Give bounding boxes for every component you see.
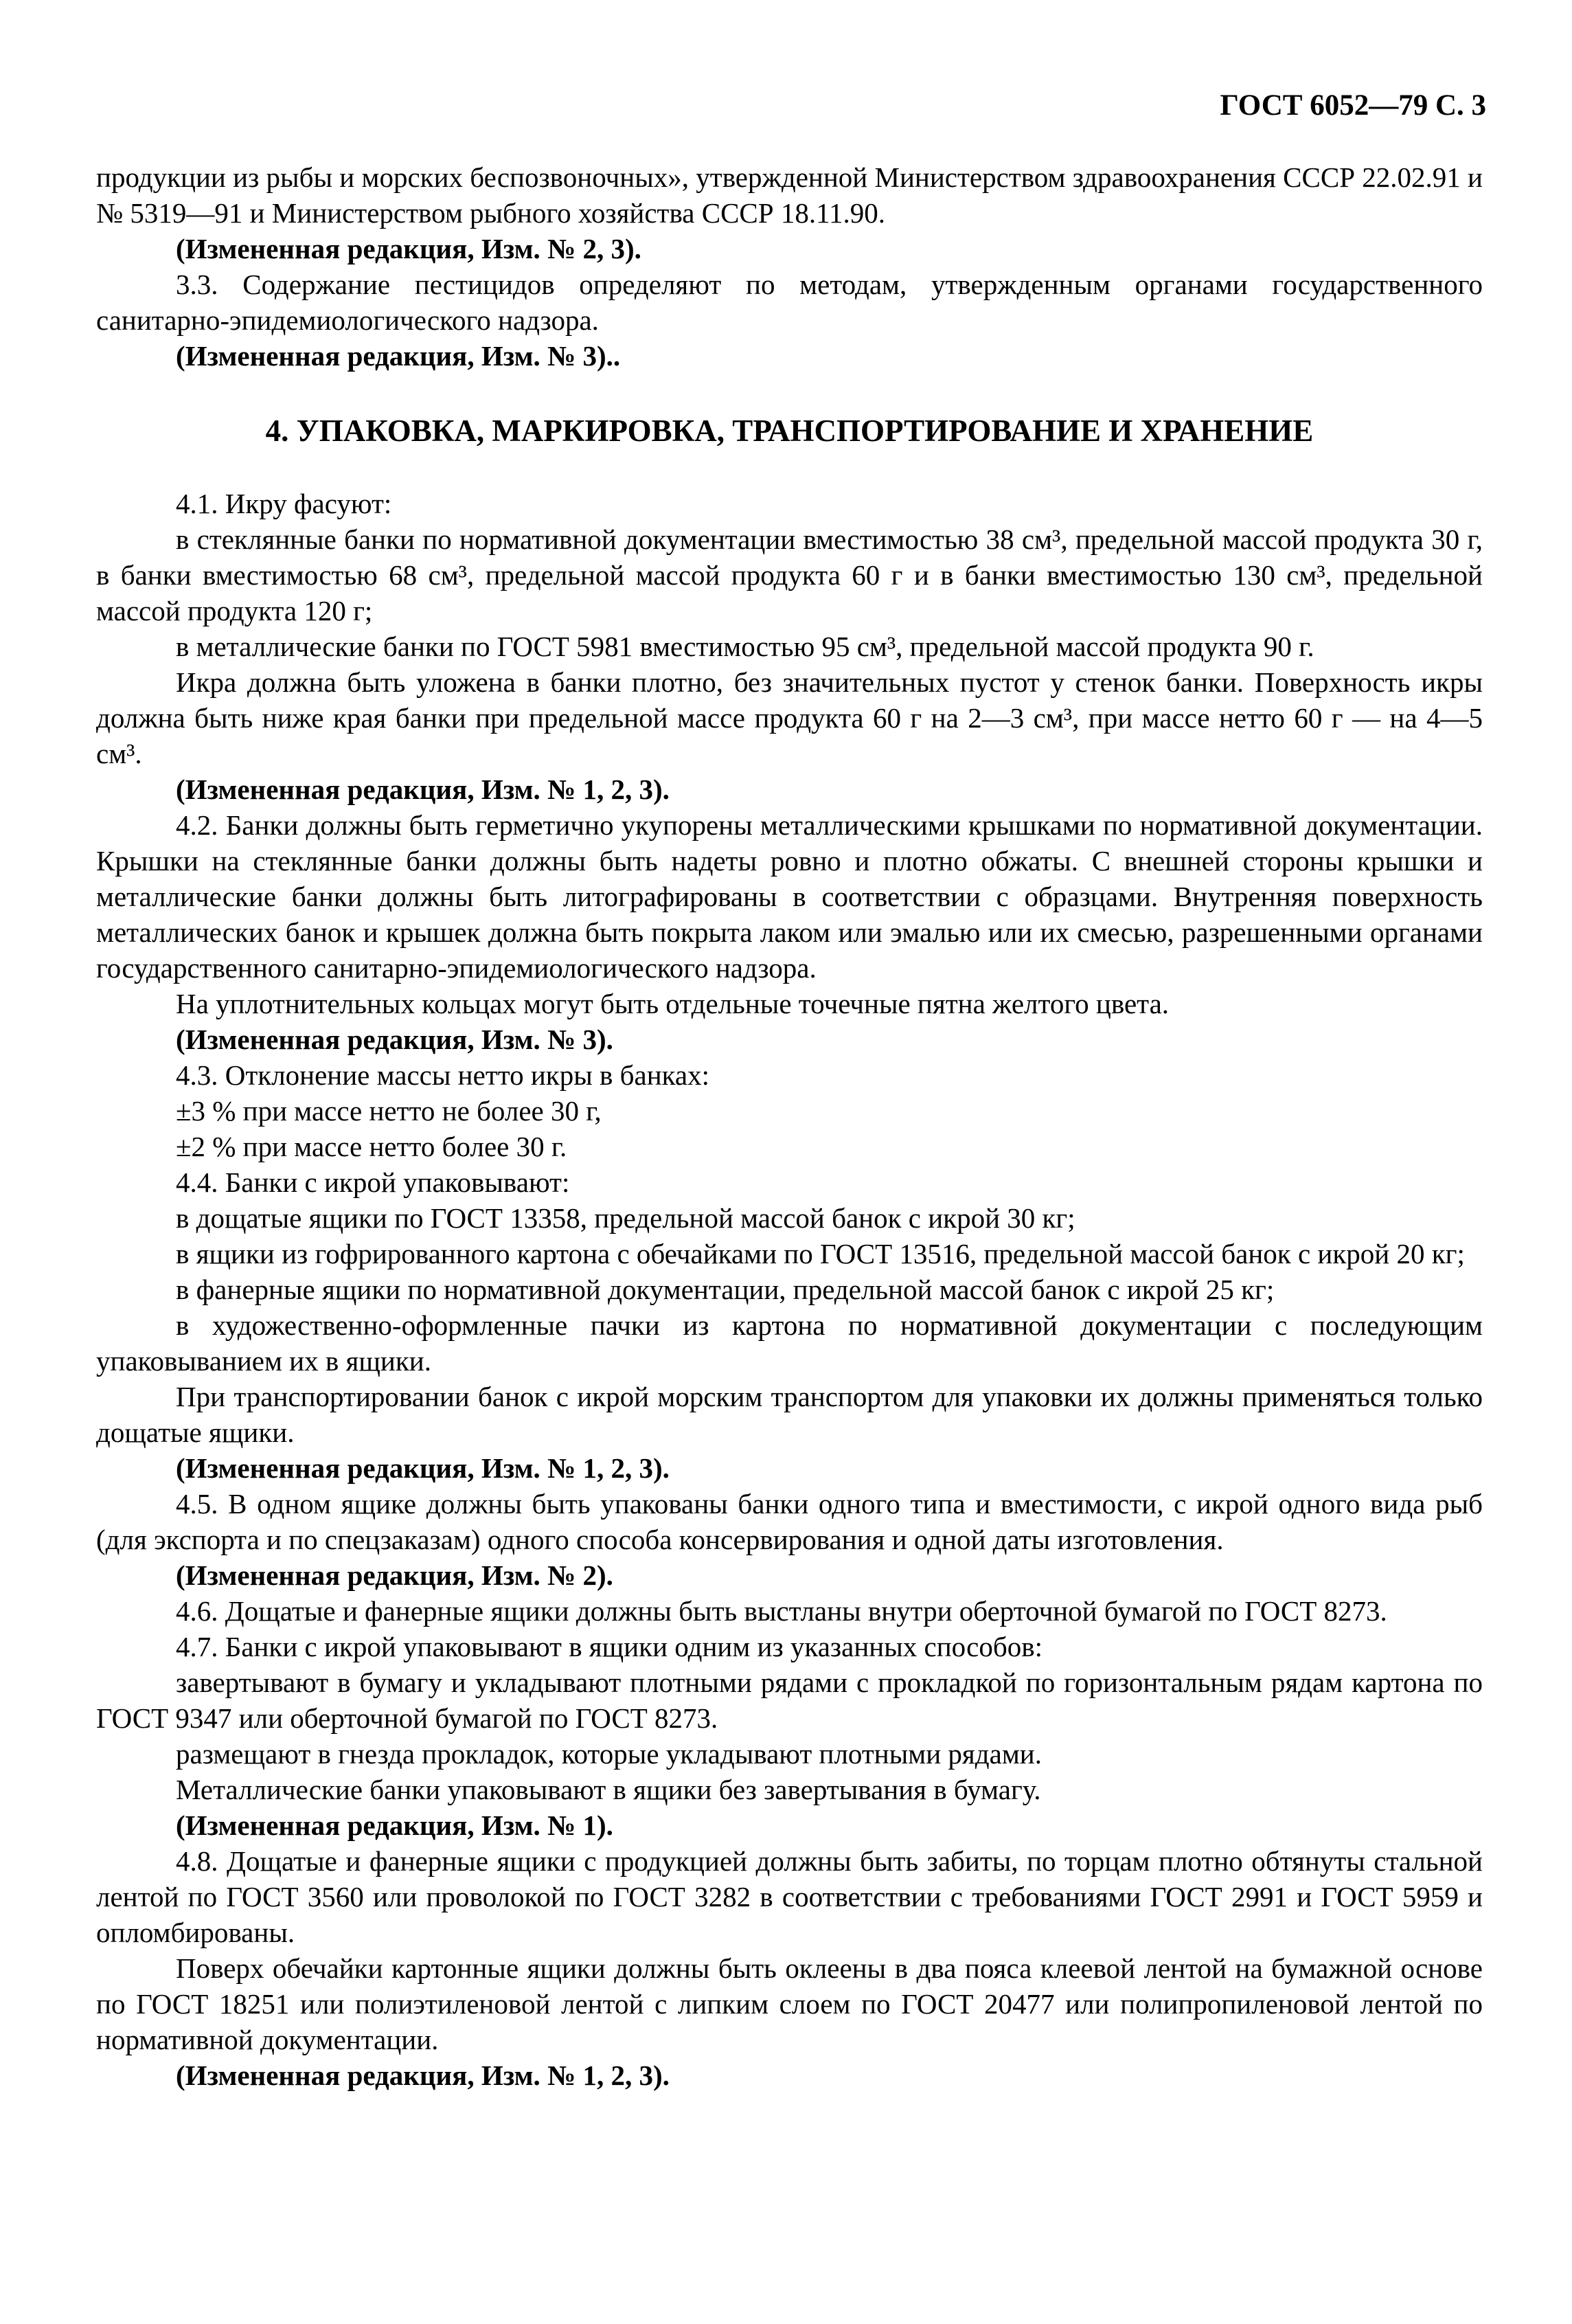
clause-4-7: 4.7. Банки с икрой упаковывают в ящики одним из указанных способов: [176,1631,1043,1662]
running-header: ГОСТ 6052—79 С. 3 [1220,89,1486,122]
clause-4-2: 4.2. Банки должны быть герметично укупорены металлическими крышками по нормативной документации. Крышки на стеклянные банки должны быть надеты ровно и плотно обжаты. С внешней стороны крышки и металлические банки должны быть литографированы в соответствии с образцами. Внутренняя поверхность металлических банок и крышек должна быть покрыта лаком или эмалью или их смесью, разрешенными органами государственного санитарно-эпидемиологического надзора. [96,809,1483,984]
paragraph: 3.3. Содержание пестицидов определяют по методам, утвержденным органами государственного санитарно-эпидемиологического надзора. [96,269,1483,336]
clause-4-4: 4.4. Банки с икрой упаковывают: [176,1166,570,1198]
clause-4-6: 4.6. Дощатые и фанерные ящики должны быть выстланы внутри оберточной бумагой по ГОСТ 8273. [176,1595,1387,1627]
paragraph: При транспортировании банок с икрой морским транспортом для упаковки их должны применяться только дощатые ящики. [96,1381,1483,1448]
amendment-note: (Измененная редакция, Изм. № 1). [176,1809,613,1841]
paragraph: продукции из рыбы и морских беспозвоночных», утвержденной Министерством здравоохранения СССР 22.02.91 и № 5319—91 и Министерством рыбного хозяйства СССР 18.11.90. [96,161,1483,229]
amendment-note: (Измененная редакция, Изм. № 2). [176,1559,613,1591]
paragraph: На уплотнительных кольцах могут быть отдельные точечные пятна желтого цвета. [176,988,1170,1019]
clause-4-1: 4.1. Икру фасуют: [176,488,392,519]
section-title: 4. УПАКОВКА, МАРКИРОВКА, ТРАНСПОРТИРОВАНИЕ И ХРАНЕНИЕ [265,414,1314,448]
amendment-note: (Измененная редакция, Изм. № 3).. [176,340,621,372]
paragraph: в металлические банки по ГОСТ 5981 вместимостью 95 см³, предельной массой продукта 90 г. [176,631,1314,662]
paragraph: ±2 % при массе нетто более 30 г. [176,1131,567,1162]
paragraph: ±3 % при массе нетто не более 30 г, [176,1095,602,1127]
document-body [96,159,1483,2093]
clause-4-5: 4.5. В одном ящике должны быть упакованы банки одного типа и вместимости, с икрой одного вида рыб (для экспорта и по спецзаказам) одного способа консервирования и одной даты изготовления. [96,1488,1483,1555]
paragraph: в ящики из гофрированного картона с обечайками по ГОСТ 13516, предельной массой банок с икрой 20 кг; [176,1238,1465,1270]
paragraph: размещают в гнезда прокладок, которые укладывают плотными рядами. [176,1738,1042,1770]
paragraph: завертывают в бумагу и укладывают плотными рядами с прокладкой по горизонтальным рядам картона по ГОСТ 9347 или оберточной бумагой по ГОСТ 8273. [96,1667,1483,1734]
paragraph: Металлические банки упаковывают в ящики без завертывания в бумагу. [176,1774,1041,1805]
paragraph: в стеклянные банки по нормативной документации вместимостью 38 см³, предельной массой продукта 30 г, в банки вместимостью 68 см³, предельной массой продукта 60 г и в банки вместимостью 130 см³, предельной массой продукта 120 г; [96,523,1483,627]
amendment-note: (Измененная редакция, Изм. № 1, 2, 3). [176,2060,670,2091]
amendment-note: (Измененная редакция, Изм. № 3). [176,1024,613,1055]
amendment-note: (Измененная редакция, Изм. № 2, 3). [176,233,641,264]
amendment-note: (Измененная редакция, Изм. № 1, 2, 3). [176,774,670,805]
paragraph: в дощатые ящики по ГОСТ 13358, предельной массой банок с икрой 30 кг; [176,1202,1075,1234]
paragraph: Поверх обечайки картонные ящики должны быть оклеены в два пояса клеевой лентой на бумажной основе по ГОСТ 18251 или полиэтиленовой лентой с липким слоем по ГОСТ 20477 или полипропиленовой лентой по нормативной документации. [96,1952,1483,2055]
clause-4-8: 4.8. Дощатые и фанерные ящики с продукцией должны быть забиты, по торцам плотно обтянуты стальной лентой по ГОСТ 3560 или проволокой по ГОСТ 3282 в соответствии с требованиями ГОСТ 2991 и ГОСТ 5959 и опломбированы. [96,1845,1483,1948]
paragraph: в художественно-оформленные пачки из картона по нормативной документации с последующим упаковыванием их в ящики. [96,1309,1483,1377]
paragraph: в фанерные ящики по нормативной документации, предельной массой банок с икрой 25 кг; [176,1274,1275,1305]
paragraph: Икра должна быть уложена в банки плотно, без значительных пустот у стенок банки. Поверхность икры должна быть ниже края банки при предельной массе продукта 60 г на 2—3 см³, при массе нетто 60 г — на 4—5 см³. [96,666,1483,769]
clause-4-3: 4.3. Отклонение массы нетто икры в банках: [176,1059,710,1091]
amendment-note: (Измененная редакция, Изм. № 1, 2, 3). [176,1452,670,1484]
